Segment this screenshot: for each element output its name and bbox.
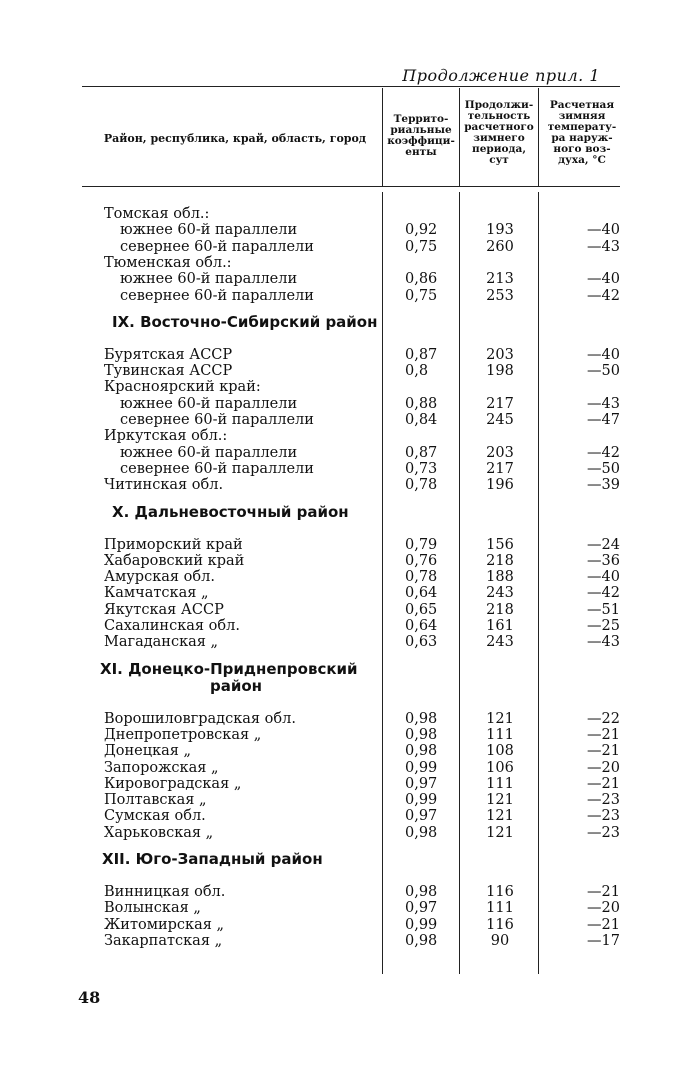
table-row	[0, 222, 700, 238]
coefficient-cell: 0,98	[405, 824, 438, 841]
header-line: сут	[489, 154, 509, 166]
header-line: зимнего	[473, 132, 525, 144]
coefficient-cell: 0,8	[405, 363, 429, 380]
row-name: Камчатская „	[104, 585, 209, 602]
table-row	[0, 776, 700, 792]
table-row	[0, 412, 700, 428]
row-name: Днепропетровская „	[104, 726, 262, 743]
table-row	[0, 917, 700, 933]
coefficient-cell: 0,98	[405, 743, 438, 760]
coefficient-cell: 0,75	[405, 287, 438, 304]
header-line: Террито-	[393, 113, 449, 125]
row-name: Харьковская „	[104, 824, 214, 841]
duration-cell: 106	[486, 759, 514, 776]
duration-cell: 111	[486, 775, 514, 792]
temperature-cell: —42	[587, 444, 620, 461]
temperature-cell: —43	[587, 238, 620, 255]
row-name: Житомирская „	[104, 916, 225, 933]
table-row	[0, 884, 700, 900]
duration-cell: 121	[486, 710, 514, 727]
temperature-cell: —43	[587, 395, 620, 412]
table-row	[0, 428, 700, 444]
header-divider	[459, 88, 460, 187]
coefficient-cell: 0,97	[405, 808, 438, 825]
header-divider	[538, 88, 539, 187]
temperature-cell: —40	[587, 271, 620, 288]
header-line: коэффици-	[387, 135, 455, 147]
temperature-cell: —21	[587, 743, 620, 760]
header-line: Расчетная	[549, 99, 615, 111]
row-name: севернее 60-й параллели	[120, 460, 314, 477]
row-name: Закарпатская „	[104, 932, 223, 949]
header-line: ра наруж-	[551, 132, 613, 144]
table-row	[0, 602, 700, 618]
duration-cell: 217	[486, 395, 514, 412]
row-name: Волынская „	[104, 900, 201, 917]
coefficient-cell: 0,87	[405, 444, 438, 461]
temperature-cell: —43	[587, 634, 620, 651]
coefficient-cell: 0,92	[405, 222, 438, 239]
coefficient-cell: 0,73	[405, 460, 438, 477]
temperature-cell: —42	[587, 287, 620, 304]
duration-cell: 161	[486, 618, 514, 634]
table-row	[0, 553, 700, 569]
row-name: Донецкая „	[104, 743, 192, 760]
duration-cell: 108	[486, 743, 514, 760]
temperature-cell: —20	[587, 900, 620, 917]
duration-cell: 253	[486, 287, 514, 304]
row-name: севернее 60-й параллели	[120, 287, 314, 304]
temperature-cell: —47	[587, 412, 620, 428]
row-name: Амурская обл.	[104, 569, 215, 586]
table-row	[0, 271, 700, 287]
temperature-cell: —21	[587, 884, 620, 900]
coefficient-cell: 0,87	[405, 346, 438, 363]
row-name: Бурятская АССР	[104, 346, 233, 363]
duration-cell: 243	[486, 634, 514, 651]
header-divider	[382, 88, 383, 187]
duration-cell: 217	[486, 460, 514, 477]
table-row	[0, 585, 700, 601]
coefficient-cell: 0,97	[405, 775, 438, 792]
temperature-cell: —21	[587, 726, 620, 743]
table-row	[0, 347, 700, 363]
table-row	[0, 760, 700, 776]
duration-cell: 260	[486, 238, 514, 255]
duration-cell: 218	[486, 552, 514, 569]
duration-cell: 111	[486, 900, 514, 917]
row-name: Хабаровский край	[104, 552, 245, 569]
coefficient-cell: 0,88	[405, 395, 438, 412]
section-heading: IX. Восточно-Сибирский район	[112, 312, 378, 331]
coefficient-cell: 0,98	[405, 710, 438, 727]
coefficient-cell: 0,76	[405, 552, 438, 569]
header-line: периода,	[472, 143, 526, 155]
table-row	[0, 288, 700, 304]
section-heading: X. Дальневосточный район	[112, 502, 349, 521]
coefficient-cell: 0,99	[405, 759, 438, 776]
coefficient-cell: 0,65	[405, 601, 438, 618]
duration-cell: 116	[486, 884, 514, 900]
header-line: зимняя	[558, 110, 606, 122]
duration-cell: 121	[486, 792, 514, 809]
continuation-label: Продолжение прил. 1	[402, 66, 600, 85]
coefficient-cell: 0,78	[405, 477, 438, 494]
temperature-cell: —50	[587, 363, 620, 380]
temperature-cell: —51	[587, 601, 620, 618]
table-row	[0, 569, 700, 585]
section-heading: XII. Юго-Западный район	[102, 850, 323, 868]
table-row	[0, 933, 700, 949]
header-line: духа, °С	[558, 154, 606, 166]
coefficient-cell: 0,98	[405, 884, 438, 900]
temperature-cell: —25	[587, 618, 620, 634]
duration-cell: 90	[490, 932, 510, 949]
temperature-cell: —23	[587, 824, 620, 841]
temperature-cell: —50	[587, 460, 620, 477]
temperature-cell: —20	[587, 759, 620, 776]
header-coefficients	[384, 114, 458, 158]
section-heading: XI. Донецко-Приднепровский	[100, 659, 358, 678]
temperature-cell: —40	[587, 569, 620, 586]
table-row	[0, 808, 700, 824]
header-duration	[461, 100, 537, 166]
header-line: расчетного	[464, 121, 534, 133]
coefficient-cell: 0,64	[405, 585, 438, 602]
coefficient-cell: 0,97	[405, 900, 438, 917]
duration-cell: 193	[486, 222, 514, 239]
temperature-cell: —39	[587, 477, 620, 494]
temperature-cell: —40	[587, 222, 620, 239]
table-row	[0, 537, 700, 553]
coefficient-cell: 0,99	[405, 792, 438, 809]
table-row	[0, 825, 700, 841]
coefficient-cell: 0,84	[405, 412, 438, 428]
row-name: Приморский край	[104, 536, 243, 553]
row-name: южнее 60-й параллели	[120, 271, 298, 288]
temperature-cell: —24	[587, 536, 620, 553]
row-name: Якутская АССР	[104, 601, 224, 618]
header-line: ного воз-	[553, 143, 611, 155]
temperature-cell: —17	[587, 932, 620, 949]
row-name: севернее 60-й параллели	[120, 238, 314, 255]
page-number: 48	[78, 988, 101, 1007]
table-row	[0, 239, 700, 255]
table-row	[0, 743, 700, 759]
row-name: Ворошиловградская обл.	[104, 710, 296, 727]
temperature-cell: —23	[587, 792, 620, 809]
duration-cell: 111	[486, 726, 514, 743]
row-name: южнее 60-й параллели	[120, 444, 298, 461]
duration-cell: 203	[486, 444, 514, 461]
coefficient-cell: 0,86	[405, 271, 438, 288]
duration-cell: 156	[486, 536, 514, 553]
header-line: температу-	[547, 121, 617, 133]
row-name: Сахалинская обл.	[104, 618, 240, 634]
row-name: Томская обл.:	[104, 206, 210, 222]
table-row	[0, 461, 700, 477]
header-line: риальные	[390, 124, 452, 136]
coefficient-cell: 0,98	[405, 932, 438, 949]
duration-cell: 121	[486, 824, 514, 841]
coefficient-cell: 0,98	[405, 726, 438, 743]
temperature-cell: —40	[587, 346, 620, 363]
coefficient-cell: 0,63	[405, 634, 438, 651]
section-heading-continued: район	[210, 676, 263, 695]
duration-cell: 243	[486, 585, 514, 602]
row-name: Иркутская обл.:	[104, 428, 228, 445]
header-region: Район, республика, край, область, город	[103, 132, 367, 145]
row-name: Читинская обл.	[104, 477, 224, 494]
temperature-cell: —23	[587, 808, 620, 825]
duration-cell: 213	[486, 271, 514, 288]
duration-cell: 196	[486, 477, 514, 494]
row-name: Магаданская „	[104, 634, 219, 651]
temperature-cell: —42	[587, 585, 620, 602]
duration-cell: 203	[486, 346, 514, 363]
coefficient-cell: 0,99	[405, 916, 438, 933]
top-rule	[82, 86, 620, 87]
row-name: южнее 60-й параллели	[120, 222, 298, 239]
header-temperature	[540, 100, 624, 166]
table-row	[0, 711, 700, 727]
table-row	[0, 900, 700, 916]
row-name: южнее 60-й параллели	[120, 395, 298, 412]
table-row	[0, 634, 700, 650]
temperature-cell: —21	[587, 916, 620, 933]
row-name: Красноярский край:	[104, 379, 261, 396]
row-name: Винницкая обл.	[104, 884, 226, 900]
table-row	[0, 363, 700, 379]
duration-cell: 121	[486, 808, 514, 825]
temperature-cell: —36	[587, 552, 620, 569]
header-line: тельность	[467, 110, 531, 122]
table-row	[0, 792, 700, 808]
temperature-cell: —21	[587, 775, 620, 792]
duration-cell: 198	[486, 363, 514, 380]
row-name: Запорожская „	[104, 759, 219, 776]
table-row	[0, 206, 700, 222]
table-row	[0, 396, 700, 412]
duration-cell: 218	[486, 601, 514, 618]
row-name: Кировоградская „	[104, 775, 242, 792]
row-name: Тувинская АССР	[104, 363, 233, 380]
row-name: Полтавская „	[104, 792, 207, 809]
coefficient-cell: 0,64	[405, 618, 438, 634]
header-line: Продолжи-	[464, 99, 534, 111]
duration-cell: 116	[486, 916, 514, 933]
table-row	[0, 445, 700, 461]
coefficient-cell: 0,75	[405, 238, 438, 255]
row-name: севернее 60-й параллели	[120, 412, 314, 428]
duration-cell: 245	[486, 412, 514, 428]
coefficient-cell: 0,79	[405, 536, 438, 553]
table-row	[0, 727, 700, 743]
table-row	[0, 255, 700, 271]
header-line: енты	[405, 146, 437, 158]
temperature-cell: —22	[587, 710, 620, 727]
duration-cell: 188	[486, 569, 514, 586]
table-row	[0, 618, 700, 634]
row-name: Сумская обл.	[104, 808, 206, 825]
coefficient-cell: 0,78	[405, 569, 438, 586]
row-name: Тюменская обл.:	[104, 254, 232, 271]
header-rule	[82, 186, 620, 187]
table-row	[0, 477, 700, 493]
table-row	[0, 379, 700, 395]
